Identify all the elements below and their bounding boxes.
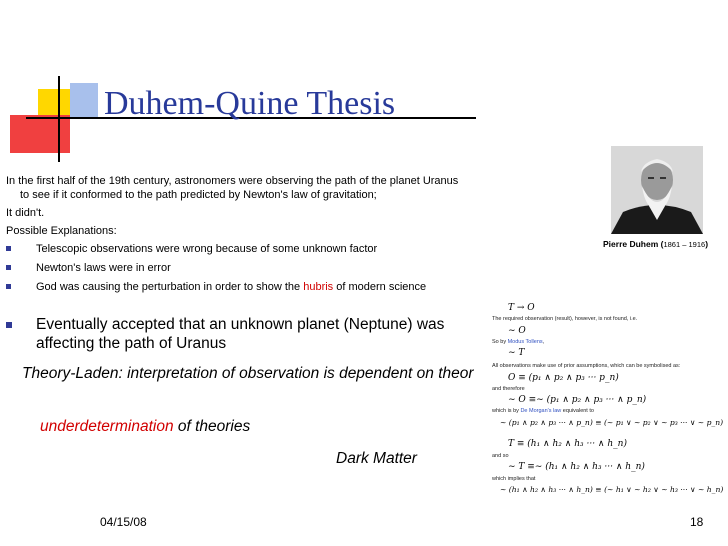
hubris-word: hubris: [303, 281, 334, 293]
deco-blue-square: [70, 83, 98, 119]
note-required-observation: The required observation (result), however, is not found, i.e.: [492, 316, 638, 322]
portrait-caption: [603, 239, 708, 249]
note-modus-tollens: [492, 339, 544, 345]
underdetermination-statement: [40, 417, 250, 436]
bullet-god-before: God was causing the perturbation in order to show the: [36, 281, 304, 293]
note-de-morgan: [492, 408, 594, 414]
paragraph-possible-explanations: Possible Explanations:: [6, 225, 117, 237]
note-and-so: and so: [492, 453, 509, 459]
bullet-marker: [6, 265, 11, 270]
note-mt-after: ,: [542, 339, 545, 345]
bullet-marker: [6, 322, 12, 328]
bullet-neptune-line2: affecting the path of Uranus: [36, 335, 227, 352]
formula-not-t-equiv-h: ∼ T ≡∼ (h₁ ∧ h₂ ∧ h₃ ··· ∧ h_n): [508, 462, 645, 472]
formula-not-t: ∼ T: [508, 348, 525, 358]
underdetermination-rest: of theories: [173, 418, 251, 435]
caption-name: Pierre Duhem (: [603, 239, 664, 249]
underdetermination-word: underdetermination: [40, 418, 174, 435]
deco-vertical-line: [58, 76, 60, 162]
bullet-god-after: of modern science: [333, 281, 427, 293]
note-dm-after: equivalent to: [561, 408, 594, 414]
note-dm-before: which is by: [492, 408, 521, 414]
formula-not-o: ∼ O: [508, 326, 526, 336]
deco-red-square: [10, 115, 70, 153]
formula-o-equiv: O ≡ (p₁ ∧ p₂ ∧ p₃ ··· p_n): [508, 373, 619, 383]
note-mt-before: So by: [492, 339, 508, 345]
note-prior-assumptions: All observations make use of prior assumptions, which can be symbolised as:: [492, 363, 681, 369]
note-which-implies: which implies that: [492, 476, 536, 482]
bullet-marker: [6, 284, 11, 289]
theory-laden-statement: Theory-Laden: interpretation of observation is dependent on theor: [22, 365, 474, 382]
slide-title: Duhem-Quine Thesis: [104, 85, 396, 122]
caption-years: 1861 – 1916: [663, 240, 706, 249]
formula-t-implies-o: T → O: [508, 303, 535, 313]
formula-de-morgan-p: ∼ (p₁ ∧ p₂ ∧ p₃ ··· ∧ p_n) ≡ (∼ p₁ ∨ ∼ p₂ ∨ ∼ p₃ ··· ∨ ∼ p_n): [500, 418, 724, 427]
portrait-image: [611, 146, 703, 234]
pierre-duhem-portrait: [611, 146, 703, 234]
formula-t-equiv-h: T ≡ (h₁ ∧ h₂ ∧ h₃ ··· ∧ h_n): [508, 439, 627, 449]
paragraph-didnt: It didn't.: [6, 207, 45, 219]
paragraph-intro-line2: to see if it conformed to the path predicted by Newton's law of gravitation;: [20, 189, 377, 201]
modus-tollens-link[interactable]: Modus Tollens: [507, 339, 543, 345]
note-and-therefore: and therefore: [492, 386, 525, 392]
bullet-telescopic: Telescopic observations were wrong because of some unknown factor: [36, 243, 378, 255]
bullet-neptune-line1: Eventually accepted that an unknown planet (Neptune) was: [36, 316, 445, 333]
caption-close: ): [705, 239, 709, 249]
formula-not-o-equiv: ∼ O ≡∼ (p₁ ∧ p₂ ∧ p₃ ··· ∧ p_n): [508, 395, 647, 405]
bullet-god: [36, 280, 426, 294]
paragraph-intro-line1: In the first half of the 19th century, astronomers were observing the path of the planet Uranus: [6, 175, 459, 187]
bullet-marker: [6, 246, 11, 251]
dark-matter-label: Dark Matter: [336, 450, 417, 467]
bullet-newton: Newton's laws were in error: [36, 262, 171, 274]
footer-date: 04/15/08: [100, 515, 147, 529]
formula-de-morgan-h: ∼ (h₁ ∧ h₂ ∧ h₃ ··· ∧ h_n) ≡ (∼ h₁ ∨ ∼ h₂ ∨ ∼ h₃ ··· ∨ ∼ h_n): [500, 485, 724, 494]
slide-number: 18: [690, 515, 704, 529]
de-morgans-law-link[interactable]: De Morgan's law: [520, 408, 562, 414]
